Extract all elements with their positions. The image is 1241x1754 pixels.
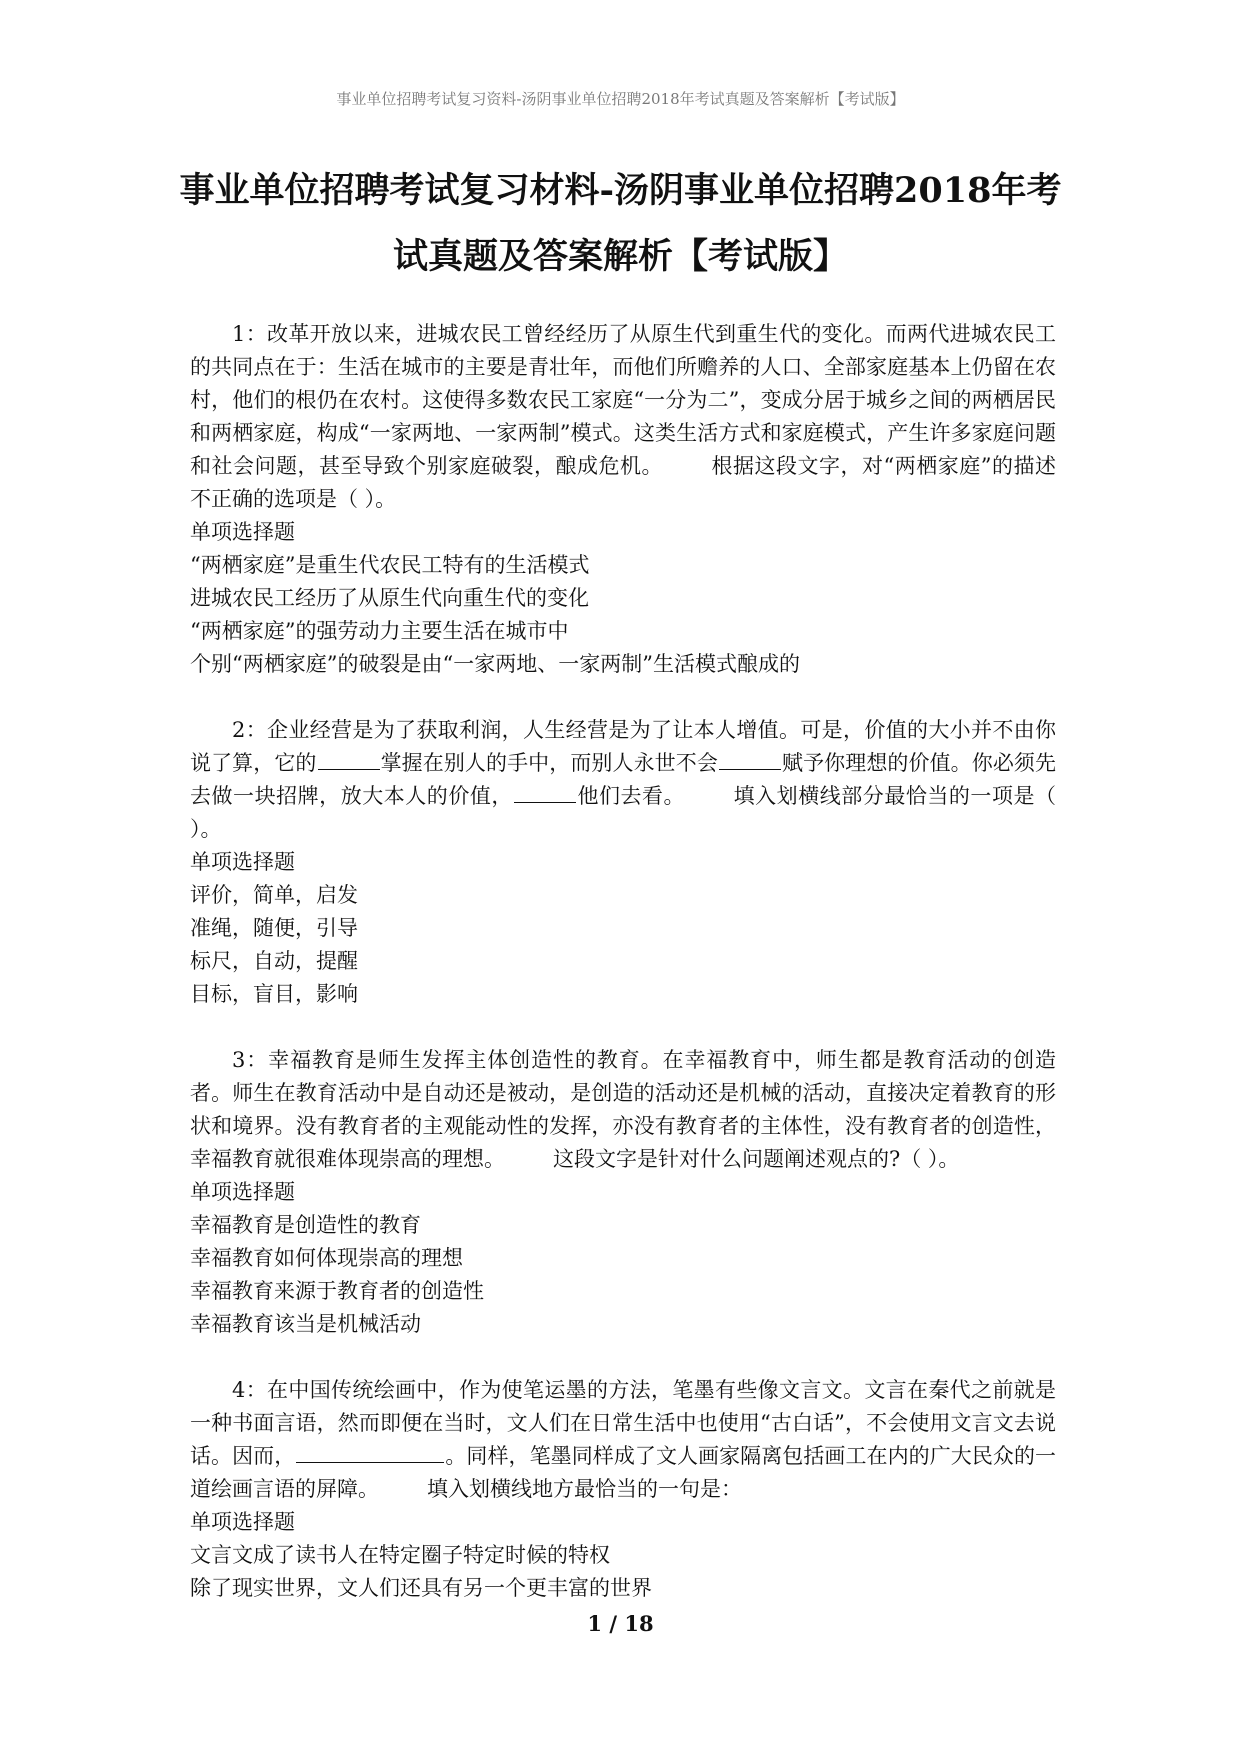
fill-blank [514,780,576,803]
stem-text: 3：幸福教育是师生发挥主体创造性的教育。在幸福教育中，师生都是教育活动的创造者。师生在教育活动中是自动还是被动，是创造的活动还是机械的活动，直接决定着教育的形状和境界。没有教育者的主观能动性的发挥，亦没有教育者的主体性，没有教育者的创造性，幸福教育就很难体现崇高的理想。 [190,1048,1056,1171]
question-4 [190,1374,1056,1605]
question-prompt: 填入划横线部分最恰当的一项是（ ）。 [190,784,1057,841]
title-line-2: 试真题及答案解析【考试版】 [392,236,848,277]
question-type: 单项选择题 [190,1180,295,1204]
fill-blank [296,1440,444,1463]
option-b: 幸福教育如何体现崇高的理想 [190,1246,463,1270]
question-2 [190,714,1056,1011]
question-1 [190,318,1056,681]
option-a: 文言文成了读书人在特定圈子特定时候的特权 [190,1543,610,1567]
question-stem [190,1044,1056,1176]
running-header: 事业单位招聘考试复习资料-汤阴事业单位招聘2018年考试真题及答案解析【考试版】 [336,90,905,108]
option-b: 除了现实世界，文人们还具有另一个更丰富的世界 [190,1576,652,1600]
question-type: 单项选择题 [190,520,295,544]
question-prompt: 填入划横线地方最恰当的一句是： [427,1477,742,1501]
stem-text-1: 4：在中国传统绘画中，作为使笔运墨的方法，笔墨有些像文言文。文言在秦代之前就是一种书面言语，然而即便在当时，文人们在日常生活中也使用“古白话”，不会使用文言文去说话。因而， [190,1378,1056,1468]
question-type: 单项选择题 [190,850,295,874]
question-stem [190,1374,1056,1506]
option-c: 幸福教育来源于教育者的创造性 [190,1279,484,1303]
stem-text-2: 掌握在别人的手中，而别人永世不会 [380,751,718,775]
stem-text-3: 赋予你理想的价值。你必须先去做一块招牌，放大本人的价值， [190,751,1057,808]
fill-blank [318,747,380,770]
question-stem [190,714,1056,846]
option-a: “两栖家庭”是重生代农民工特有的生活模式 [190,553,590,577]
page-number: 1 / 18 [587,1611,654,1636]
document-title [150,158,1091,290]
question-prompt: 根据这段文字，对“两栖家庭”的描述不正确的选项是（ ）。 [190,454,1056,511]
option-b: 进城农民工经历了从原生代向重生代的变化 [190,586,589,610]
option-c: 标尺，自动，提醒 [190,949,358,973]
option-b: 准绳，随便，引导 [190,916,358,940]
stem-text-4: 他们去看。 [576,784,686,808]
stem-text-2: 。同样，笔墨同样成了文人画家隔离包括画工在内的广大民众的一道绘画言语的屏障。 [190,1444,1057,1501]
stem-text-1: 2：企业经营是为了获取利润，人生经营是为了让本人增值。可是，价值的大小并不由你说了算，它的 [190,718,1056,775]
question-prompt: 这段文字是针对什么问题阐述观点的?（ ）。 [553,1147,960,1171]
question-3 [190,1044,1056,1341]
document-body [190,318,1056,1638]
fill-blank [719,747,781,770]
stem-text: 1：改革开放以来，进城农民工曾经经历了从原生代到重生代的变化。而两代进城农民工的共同点在于：生活在城市的主要是青壮年，而他们所赡养的人口、全部家庭基本上仍留在农村，他们的根仍在农村。这使得多数农民工家庭“一分为二”，变成分居于城乡之间的两栖居民和两栖家庭，构成“一家两地、一家两制”模式。这类生活方式和家庭模式，产生许多家庭问题和社会问题，甚至导致个别家庭破裂，酿成危机。 [190,322,1056,478]
option-d: 幸福教育该当是机械活动 [190,1312,421,1336]
option-a: 评价，简单，启发 [190,883,358,907]
option-d: 目标，盲目，影响 [190,982,358,1006]
option-a: 幸福教育是创造性的教育 [190,1213,421,1237]
option-d: 个别“两栖家庭”的破裂是由“一家两地、一家两制”生活模式酿成的 [190,652,800,676]
question-stem [190,318,1056,516]
question-type: 单项选择题 [190,1510,295,1534]
option-c: “两栖家庭”的强劳动力主要生活在城市中 [190,619,569,643]
title-line-1: 事业单位招聘考试复习材料-汤阴事业单位招聘2018年考 [179,170,1062,211]
